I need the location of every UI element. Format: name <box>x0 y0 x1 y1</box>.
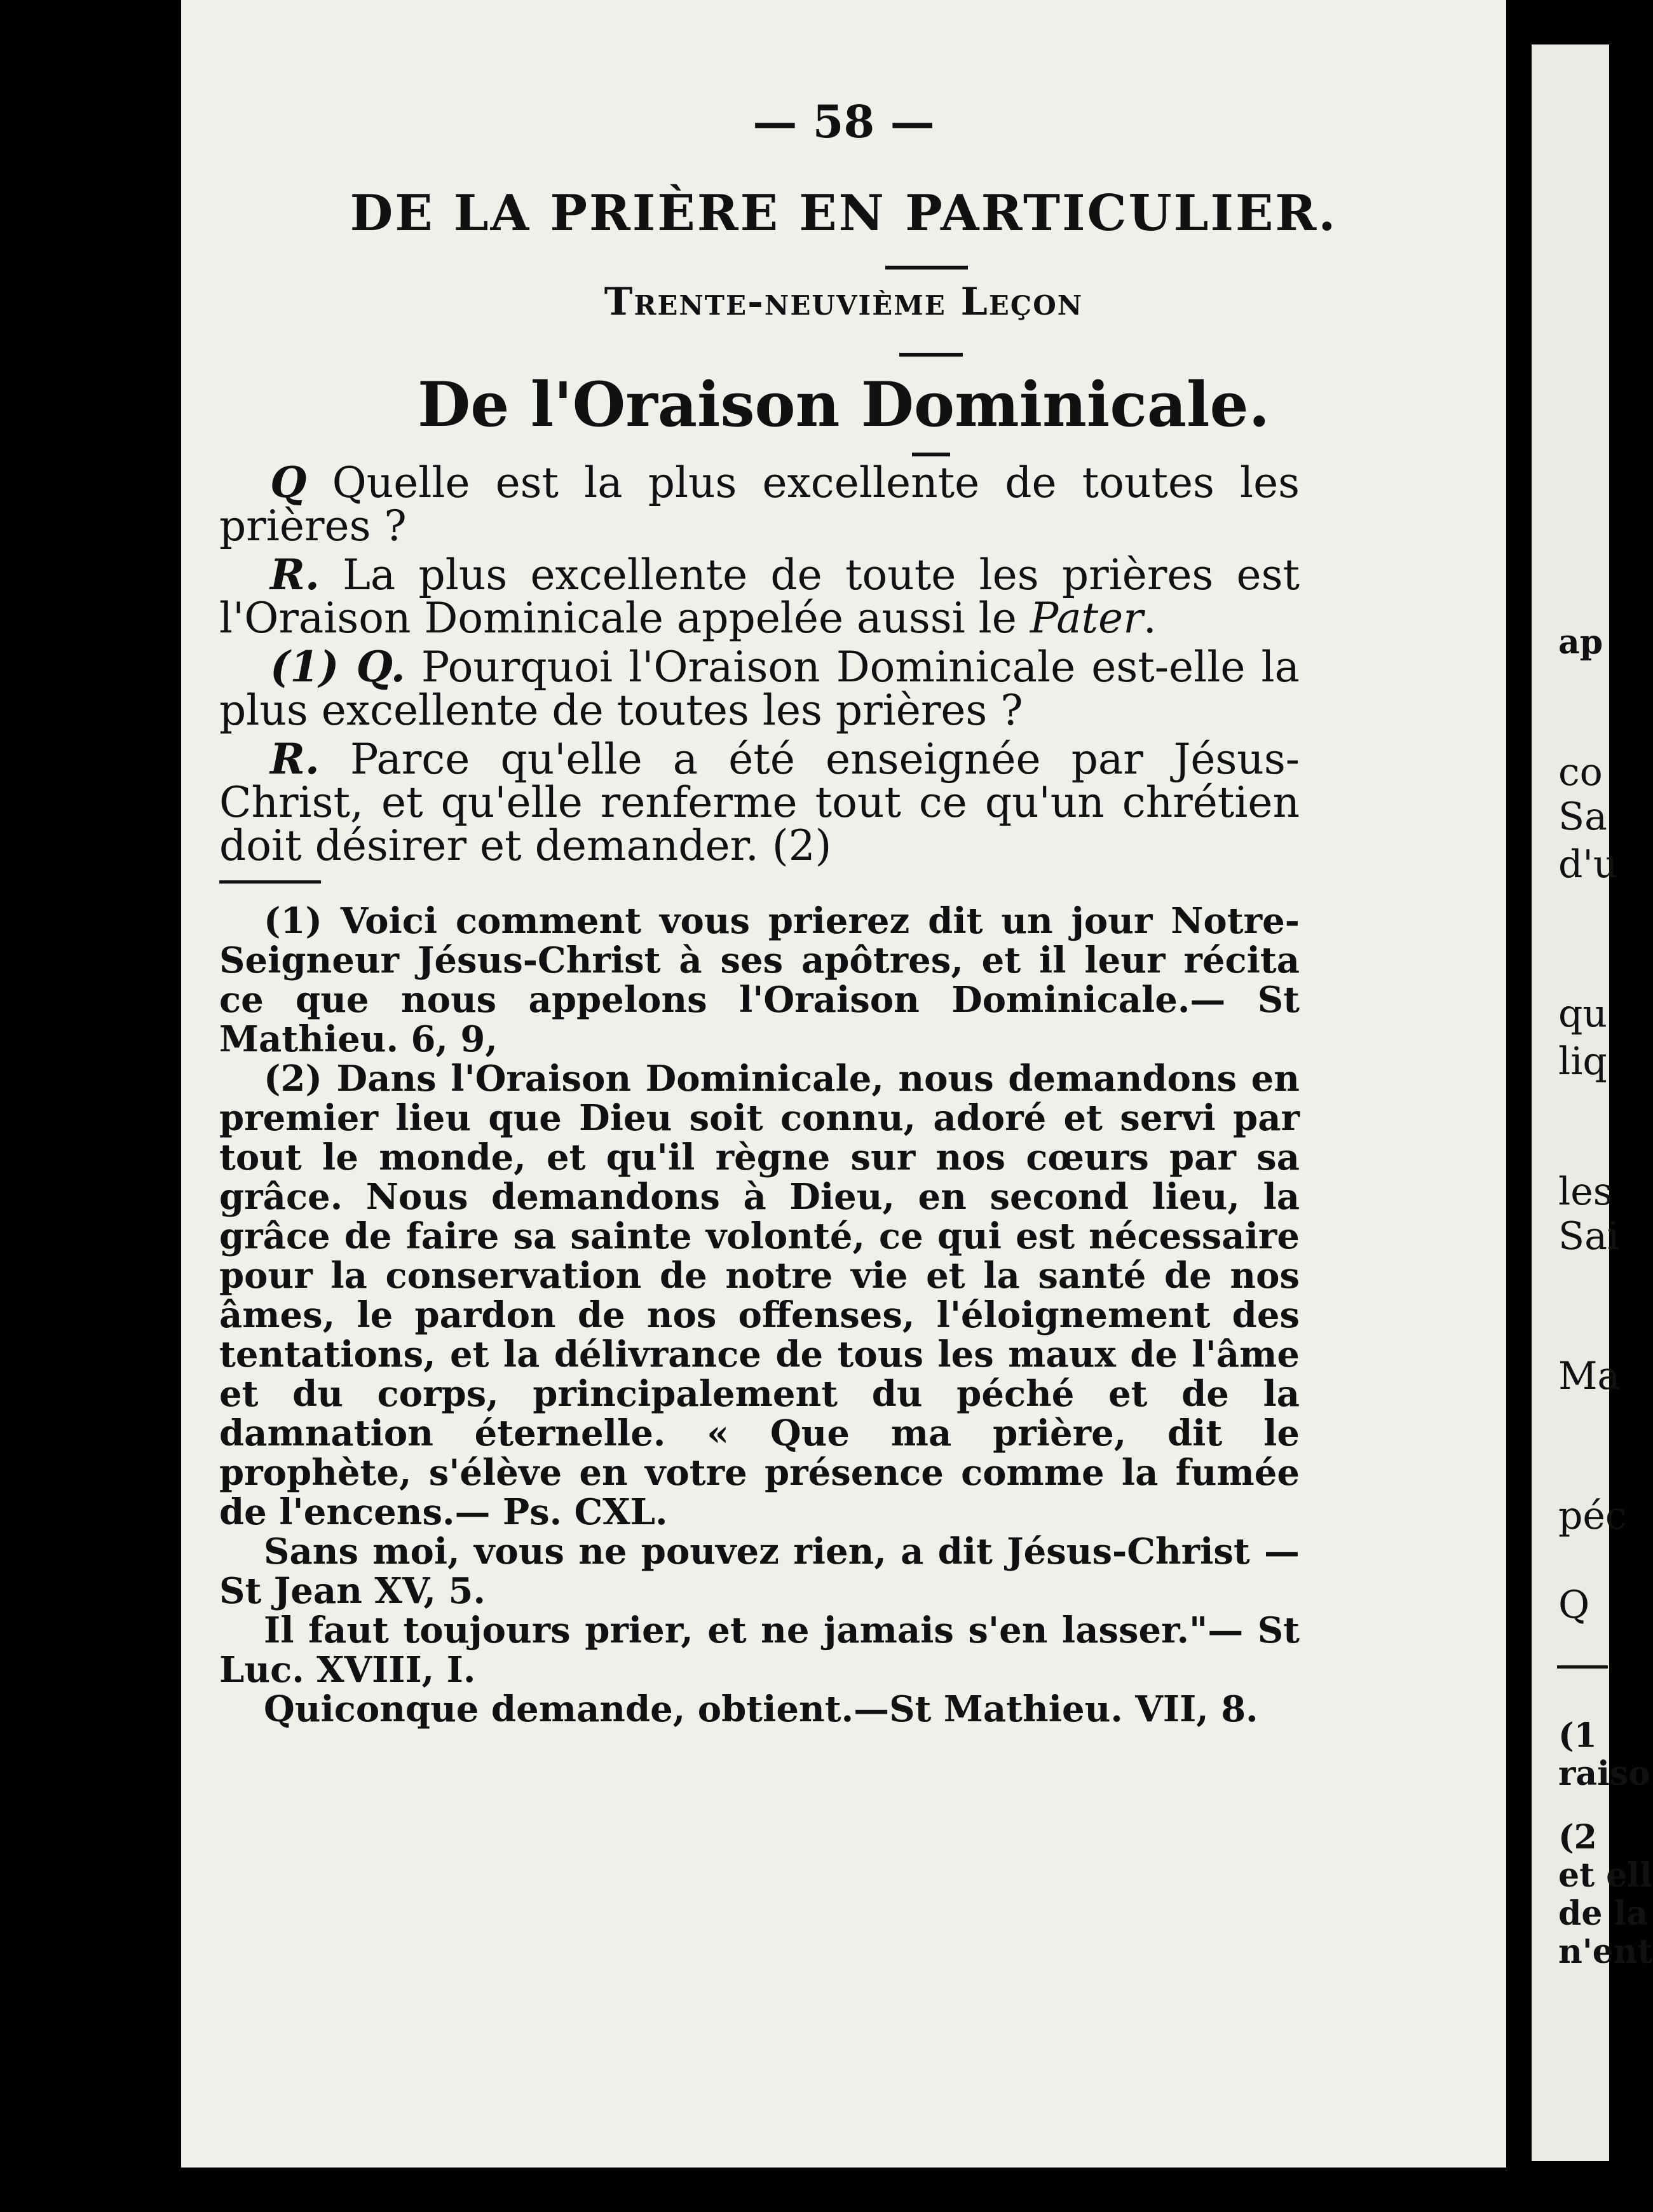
page-number: — 58 — <box>752 95 935 148</box>
footnote-2: (2) Dans l'Oraison Dominicale, nous demandons en premier lieu que Dieu soit connu, adoré et servi par tout le monde, et qu'il règne sur nos cœurs par sa grâce. Nous demandons à Dieu, en second lieu, la grâce de faire sa sainte volonté, ce qui est nécessaire pour la conservation de notre vie et la santé de nos âmes, le pardon de nos offenses, l'éloignement des tentations, et la délivrance de tous les maux de l'âme et du corps, principalement du péché et de la damnation éternelle. « Que ma prière, dit le prophète, s'élève en votre présence comme la fumée de l'encens.— Ps. CXL. <box>219 1058 1300 1533</box>
r-text: La plus excellente de toute les prières est l'Oraison Dominicale appelée aussi le <box>219 550 1300 643</box>
heading-rule <box>885 266 968 270</box>
question-1 <box>219 458 1300 550</box>
lesson-title: Trente-neuvième Leçon <box>604 280 1084 324</box>
r-text: Parce qu'elle a été enseignée par Jésus-Christ, et qu'elle renferme tout ce qu'un chrétien doit désirer et demander. (2) <box>219 735 1300 870</box>
adjacent-text-fragment: Sai <box>1558 1214 1620 1259</box>
q-label: Q <box>270 458 307 507</box>
adjacent-text-fragment: les <box>1558 1170 1613 1214</box>
title-rule <box>912 453 950 456</box>
quote-1: Sans moi, vous ne pouvez rien, a dit Jésus-Christ —St Jean XV, 5. <box>219 1531 1300 1612</box>
answer-1 <box>219 550 1300 643</box>
adjacent-text-fragment: n'ent <box>1558 1932 1653 1971</box>
adjacent-text-fragment: liq <box>1558 1039 1607 1084</box>
adjacent-text-fragment: qu <box>1558 992 1608 1036</box>
answer-2 <box>219 734 1300 870</box>
adjacent-text-fragment: péc <box>1558 1494 1627 1538</box>
adjacent-text-fragment: (1 <box>1558 1716 1597 1755</box>
quote-2: Il faut toujours prier, et ne jamais s'en lasser."— St Luc. XVIII, I. <box>219 1609 1300 1691</box>
r-label: R. <box>270 734 320 784</box>
r-tail: . <box>1143 594 1157 643</box>
adjacent-text-fragment: Ma <box>1558 1354 1621 1398</box>
q-text: Quelle est la plus excellente de toutes les prières ? <box>219 458 1300 550</box>
q-text: Pourquoi l'Oraison Dominicale est-elle la plus excellente de toutes les prières ? <box>219 643 1300 735</box>
adjacent-text-fragment: d'u <box>1558 842 1618 887</box>
chapter-title: De l'Oraison Dominicale. <box>418 369 1270 440</box>
adjacent-text-fragment: Sa <box>1558 795 1607 839</box>
q-label: (1) Q. <box>270 642 405 692</box>
r-italic: Pater <box>1030 594 1143 643</box>
footnote-1: (1) Voici comment vous prierez dit un jour Notre-Seigneur Jésus-Christ à ses apôtres, et il leur récita ce que nous appelons l'Oraison Dominicale.— St Mathieu. 6, 9, <box>219 900 1300 1060</box>
adjacent-text-fragment: et ell <box>1558 1856 1652 1895</box>
footnotes <box>219 901 1300 1729</box>
r-label: R. <box>270 550 320 599</box>
adjacent-text-fragment: de la <box>1558 1894 1648 1933</box>
adjacent-text-fragment: raiso <box>1558 1754 1650 1793</box>
lesson-rule <box>899 353 963 357</box>
adjacent-text-fragment: ap <box>1558 623 1603 662</box>
body-text <box>219 458 1300 1730</box>
quote-3: Quiconque demande, obtient.—St Mathieu. VII, 8. <box>264 1688 1258 1730</box>
adjacent-text-fragment: (2 <box>1558 1818 1597 1857</box>
adjacent-text-fragment: Q <box>1558 1583 1590 1627</box>
footnote-rule <box>219 880 321 884</box>
question-2 <box>219 642 1300 735</box>
section-heading: DE LA PRIÈRE EN PARTICULIER. <box>350 184 1338 242</box>
adjacent-page-edge <box>1532 44 1653 2161</box>
adjacent-footnote-rule <box>1557 1665 1608 1669</box>
adjacent-text-fragment: co <box>1558 750 1603 795</box>
